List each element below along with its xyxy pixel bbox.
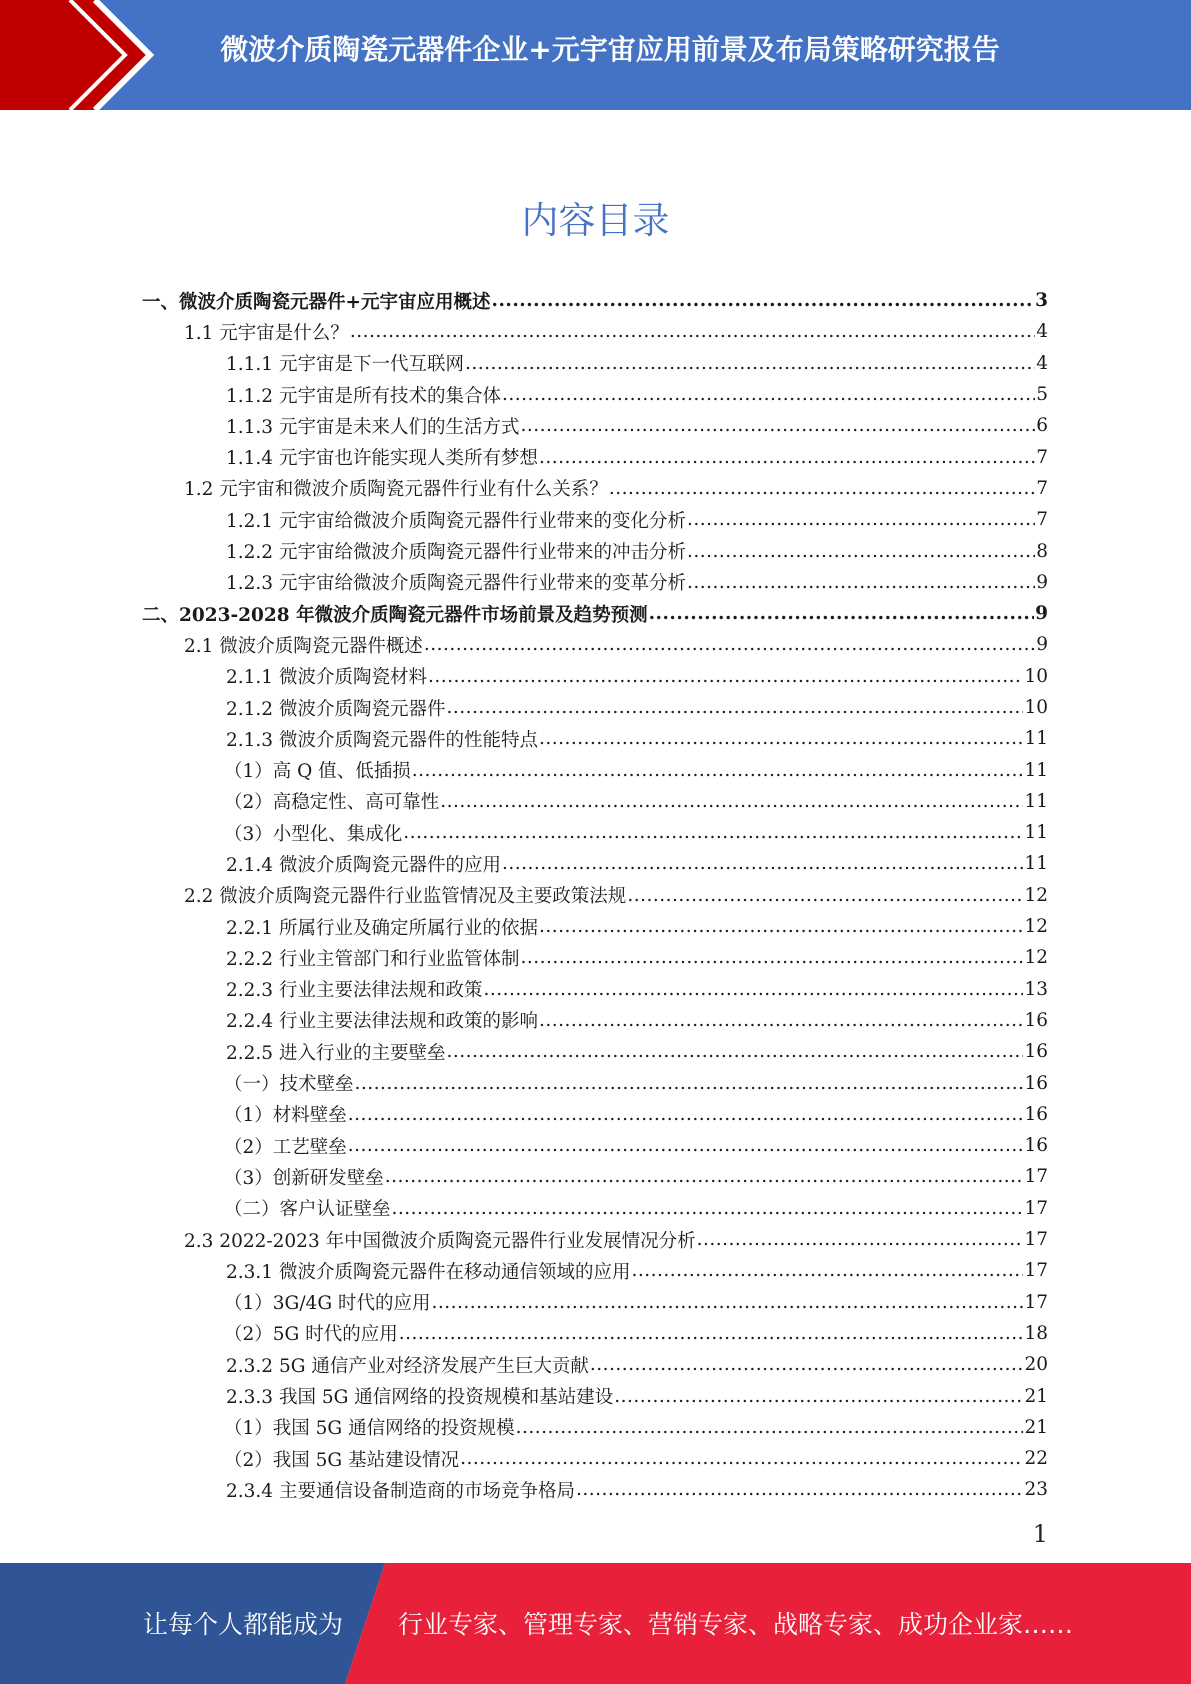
toc-entry-page: 10	[1024, 697, 1048, 718]
toc-entry[interactable]	[0, 410, 1191, 441]
toc-entry-page: 17	[1024, 1166, 1048, 1188]
toc-entry-page: 13	[1024, 978, 1048, 1000]
toc-leader-dots	[385, 1166, 1024, 1187]
report-title: 微波介质陶瓷元器件企业+元宇宙应用前景及布局策略研究报告	[220, 33, 1000, 66]
toc-entry-page: 9	[1036, 571, 1048, 593]
toc-entry-page: 16	[1024, 1072, 1048, 1094]
toc-leader-dots	[539, 447, 1035, 468]
toc-entry[interactable]	[0, 880, 1191, 911]
toc-entry[interactable]	[0, 504, 1191, 535]
toc-leader-dots	[355, 1073, 1024, 1094]
toc-entry-title: 一、微波介质陶瓷元器件+元宇宙应用概述	[142, 291, 491, 313]
toc-entry[interactable]	[0, 786, 1191, 817]
toc-entry[interactable]	[0, 661, 1191, 692]
toc-entry[interactable]	[0, 692, 1191, 723]
toc-entry-page: 21	[1024, 1416, 1048, 1438]
toc-entry-title: 2.3.2 5G 通信产业对经济发展产生巨大贡献	[226, 1355, 589, 1377]
toc-entry-title: 2.2.4 行业主要法律法规和政策的影响	[226, 1011, 538, 1033]
toc-leader-dots	[392, 1198, 1024, 1219]
toc-leader-dots	[614, 1386, 1023, 1407]
toc-leader-dots	[539, 916, 1023, 937]
toc-entry-page: 18	[1024, 1322, 1048, 1344]
toc-entry-page: 12	[1024, 947, 1048, 969]
toc-leader-dots	[627, 885, 1023, 906]
toc-entry-title: （2）我国 5G 基站建设情况	[224, 1449, 460, 1471]
toc-entry-page: 7	[1036, 477, 1048, 499]
toc-entry[interactable]	[0, 911, 1191, 942]
toc-leader-dots	[649, 603, 1035, 624]
toc-leader-dots	[520, 415, 1035, 436]
toc-entry-title: （1）材料壁垒	[224, 1105, 347, 1127]
toc-entry-title: 1.1 元宇宙是什么？	[184, 322, 349, 344]
toc-leader-dots	[687, 509, 1035, 530]
toc-entry-page: 10	[1024, 665, 1048, 687]
toc-entry[interactable]	[0, 1349, 1191, 1380]
toc-leader-dots	[460, 1448, 1023, 1469]
toc-entry-title: 2.3 2022-2023 年中国微波介质陶瓷元器件行业发展情况分析	[184, 1230, 696, 1252]
toc-entry-page: 7	[1036, 446, 1048, 468]
toc-entry-title: （3）小型化、集成化	[224, 823, 403, 845]
toc-entry-title: 1.2 元宇宙和微波介质陶瓷元器件行业有什么关系？	[184, 479, 608, 501]
toc-entry-title: 1.2.2 元宇宙给微波介质陶瓷元器件行业带来的冲击分析	[226, 542, 686, 564]
toc-leader-dots	[502, 384, 1035, 405]
toc-entry[interactable]	[0, 848, 1191, 879]
toc-entry-title: 2.2.1 所属行业及确定所属行业的依据	[226, 917, 538, 939]
toc-entry[interactable]	[0, 316, 1191, 347]
toc-entry[interactable]	[0, 1193, 1191, 1224]
toc-leader-dots	[348, 1135, 1024, 1156]
toc-entry[interactable]	[0, 1005, 1191, 1036]
toc-entry-page: 16	[1024, 1103, 1048, 1125]
toc-entry[interactable]	[0, 629, 1191, 660]
toc-entry-page: 12	[1024, 884, 1048, 906]
toc-leader-dots	[399, 1323, 1024, 1344]
toc-entry-page: 17	[1024, 1197, 1048, 1219]
toc-entry-title: 2.1.3 微波介质陶瓷元器件的性能特点	[226, 729, 538, 751]
toc-leader-dots	[483, 979, 1023, 1000]
toc-entry-title: （2）5G 时代的应用	[224, 1324, 398, 1346]
toc-entry[interactable]	[0, 1099, 1191, 1130]
toc-entry-page: 17	[1024, 1291, 1048, 1313]
toc-leader-dots	[412, 760, 1024, 781]
toc-entry[interactable]	[0, 1255, 1191, 1286]
toc-leader-dots	[424, 634, 1035, 655]
toc-entry-page: 16	[1024, 1041, 1048, 1063]
toc-entry-title: 1.2.1 元宇宙给微波介质陶瓷元器件行业带来的变化分析	[226, 510, 686, 532]
toc-leader-dots	[350, 321, 1035, 342]
toc-entry[interactable]	[0, 1443, 1191, 1474]
toc-entry[interactable]	[0, 598, 1191, 629]
toc-entry-page: 17	[1024, 1260, 1048, 1282]
toc-entry-page: 4	[1036, 352, 1048, 374]
toc-entry[interactable]	[0, 1474, 1191, 1505]
toc-entry-title: 2.1 微波介质陶瓷元器件概述	[184, 635, 423, 657]
toc-entry[interactable]	[0, 974, 1191, 1005]
toc-entry-title: 2.3.4 主要通信设备制造商的市场竞争格局	[226, 1480, 575, 1502]
toc-entry-title: （1）3G/4G 时代的应用	[224, 1293, 431, 1315]
toc-entry-page: 21	[1024, 1385, 1048, 1407]
toc-leader-dots	[446, 1041, 1023, 1062]
toc-leader-dots	[609, 478, 1035, 499]
toc-entry-title: 1.1.3 元宇宙是未来人们的生活方式	[226, 416, 520, 438]
toc-leader-dots	[465, 353, 1035, 374]
header-band	[0, 0, 1191, 110]
toc-entry[interactable]	[0, 817, 1191, 848]
toc-leader-dots	[492, 290, 1035, 311]
toc-entry-page: 11	[1024, 790, 1048, 812]
toc-heading: 内容目录	[521, 199, 670, 242]
toc-entry-page: 6	[1036, 415, 1048, 437]
toc-entry[interactable]	[0, 285, 1191, 316]
toc-entry[interactable]	[0, 1036, 1191, 1067]
toc-leader-dots	[697, 1229, 1024, 1250]
toc-entry-page: 7	[1036, 509, 1048, 531]
toc-entry-page: 4	[1036, 321, 1048, 343]
toc-entry-title: 1.1.4 元宇宙也许能实现人类所有梦想	[226, 448, 538, 470]
toc-leader-dots	[590, 1354, 1024, 1375]
toc-leader-dots	[403, 822, 1023, 843]
toc-leader-dots	[539, 1010, 1023, 1031]
toc-entry-title: （二）客户认证壁垒	[224, 1199, 391, 1221]
footer-slogan-left: 让每个人都能成为	[143, 1610, 344, 1639]
toc-leader-dots	[516, 1417, 1024, 1438]
toc-entry-page: 16	[1024, 1135, 1048, 1157]
page-number: 1	[1032, 1520, 1048, 1548]
toc-entry[interactable]	[0, 567, 1191, 598]
toc-entry[interactable]	[0, 1287, 1191, 1318]
toc-entry[interactable]	[0, 1067, 1191, 1098]
toc-leader-dots	[687, 572, 1035, 593]
toc-entry[interactable]	[0, 1130, 1191, 1161]
toc-leader-dots	[520, 947, 1023, 968]
toc-entry-page: 11	[1024, 759, 1048, 781]
toc-entry-title: 2.2.2 行业主管部门和行业监管体制	[226, 948, 520, 970]
toc-entry-page: 11	[1024, 728, 1048, 750]
toc-entry-title: 2.3.3 我国 5G 通信网络的投资规模和基站建设	[226, 1387, 614, 1409]
toc-entry-title: 2.1.1 微波介质陶瓷材料	[226, 667, 427, 689]
toc-entry-title: （一）技术壁垒	[224, 1074, 354, 1096]
toc-leader-dots	[687, 541, 1035, 562]
toc-entry-page: 17	[1024, 1229, 1048, 1251]
toc-entry[interactable]	[0, 1224, 1191, 1255]
toc-leader-dots	[428, 666, 1023, 687]
toc-entry[interactable]	[0, 535, 1191, 566]
toc-entry-title: 2.3.1 微波介质陶瓷元器件在移动通信领域的应用	[226, 1261, 631, 1283]
toc-entry[interactable]	[0, 1318, 1191, 1349]
toc-entry-title: 2.1.4 微波介质陶瓷元器件的应用	[226, 854, 501, 876]
toc-entry-page: 9	[1036, 634, 1048, 656]
toc-entry[interactable]	[0, 942, 1191, 973]
toc-entry-title: 1.2.3 元宇宙给微波介质陶瓷元器件行业带来的变革分析	[226, 573, 686, 595]
toc-entry[interactable]	[0, 1161, 1191, 1192]
toc-entry[interactable]	[0, 379, 1191, 410]
toc-entry-page: 11	[1024, 853, 1048, 875]
toc-entry-page: 11	[1024, 822, 1048, 844]
toc-entry-title: 二、2023-2028 年微波介质陶瓷元器件市场前景及趋势预测	[142, 604, 648, 626]
toc-entry-page: 16	[1024, 1009, 1048, 1031]
toc-entry-page: 23	[1024, 1479, 1048, 1501]
toc-entry[interactable]	[0, 754, 1191, 785]
toc-entry-title: 2.2 微波介质陶瓷元器件行业监管情况及主要政策法规	[184, 886, 627, 908]
toc-leader-dots	[431, 1292, 1023, 1313]
footer-slogan-right: 行业专家、管理专家、营销专家、战略专家、成功企业家……	[398, 1610, 1074, 1639]
toc-entry[interactable]	[0, 1380, 1191, 1411]
toc-leader-dots	[539, 728, 1023, 749]
toc-entry-title: （1）高 Q 值、低插损	[224, 761, 411, 783]
toc-leader-dots	[348, 1104, 1024, 1125]
toc-entry-title: （2）工艺壁垒	[224, 1136, 347, 1158]
toc-entry-page: 12	[1024, 916, 1048, 938]
toc-entry-page: 20	[1024, 1354, 1048, 1376]
toc-entry[interactable]	[0, 441, 1191, 472]
toc-entry-title: 1.1.2 元宇宙是所有技术的集合体	[226, 385, 501, 407]
toc-entry-page: 22	[1024, 1448, 1048, 1470]
toc-entry[interactable]	[0, 473, 1191, 504]
toc-entry-title: 1.1.1 元宇宙是下一代互联网	[226, 354, 464, 376]
toc-entry-page: 9	[1035, 603, 1048, 625]
toc-leader-dots	[440, 791, 1023, 812]
toc-entry-page: 8	[1036, 540, 1048, 562]
toc-leader-dots	[576, 1479, 1023, 1500]
toc-leader-dots	[446, 697, 1023, 718]
toc-leader-dots	[502, 853, 1023, 874]
toc-entry-title: （2）高稳定性、高可靠性	[224, 792, 440, 814]
table-of-contents	[0, 285, 1191, 1506]
toc-entry-title: 2.2.3 行业主要法律法规和政策	[226, 980, 483, 1002]
toc-entry-page: 5	[1036, 384, 1048, 406]
toc-entry-title: （3）创新研发壁垒	[224, 1167, 384, 1189]
toc-leader-dots	[631, 1260, 1023, 1281]
toc-entry-title: （1）我国 5G 通信网络的投资规模	[224, 1418, 515, 1440]
toc-entry-title: 2.2.5 进入行业的主要壁垒	[226, 1042, 446, 1064]
toc-entry[interactable]	[0, 723, 1191, 754]
toc-entry[interactable]	[0, 348, 1191, 379]
toc-entry-page: 3	[1035, 290, 1048, 312]
toc-entry-title: 2.1.2 微波介质陶瓷元器件	[226, 698, 446, 720]
toc-entry[interactable]	[0, 1412, 1191, 1443]
